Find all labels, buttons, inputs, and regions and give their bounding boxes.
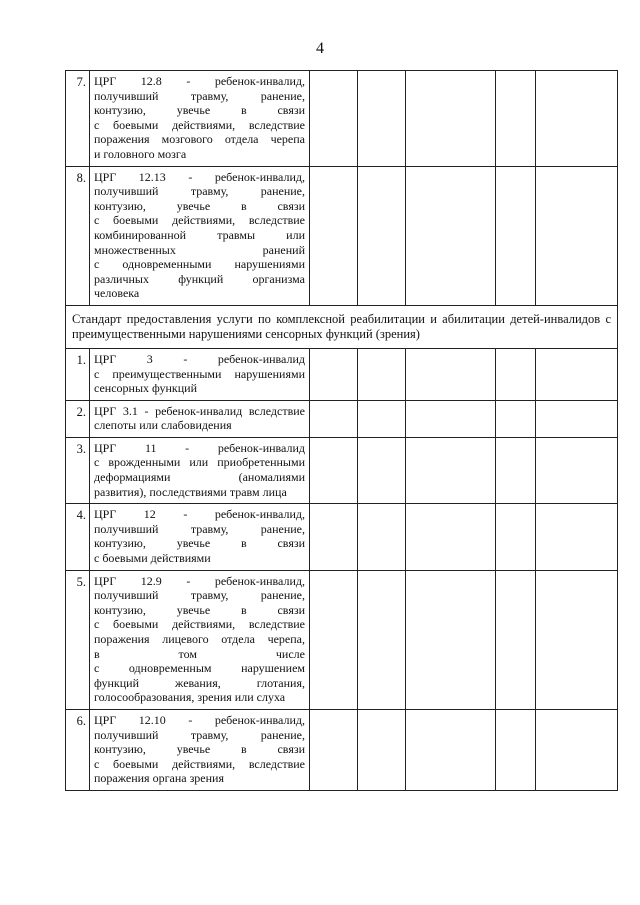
description-line: получивший травму, ранение, (94, 88, 305, 103)
empty-cell (310, 504, 358, 570)
description-line: ЦРГ 12.13 - ребенок-инвалид, (94, 169, 305, 184)
empty-cell (496, 71, 536, 167)
empty-cell (358, 437, 406, 503)
row-number: 1. (66, 348, 90, 400)
empty-cell (536, 400, 618, 437)
empty-cell (496, 348, 536, 400)
row-description (90, 348, 310, 400)
row-description (90, 166, 310, 305)
description-line: в том числе (94, 646, 305, 661)
page-number: 4 (316, 40, 324, 57)
empty-cell (536, 437, 618, 503)
table-row (66, 504, 618, 570)
description-line: с боевыми действиями, вследствие (94, 213, 305, 228)
empty-cell (496, 504, 536, 570)
empty-cell (536, 166, 618, 305)
description-line: контузию, увечье в связи (94, 602, 305, 617)
description-line: различных функций организма (94, 271, 305, 286)
description-line: ЦРГ 3 - ребенок-инвалид (94, 351, 305, 366)
description-line: контузию, увечье в связи (94, 198, 305, 213)
empty-cell (358, 400, 406, 437)
empty-cell (310, 400, 358, 437)
row-number: 4. (66, 504, 90, 570)
description-line: голосообразования, зрения или слуха (94, 690, 286, 705)
description-line: с боевыми действиями, вследствие (94, 756, 305, 771)
row-description (90, 400, 310, 437)
empty-cell (310, 709, 358, 790)
description-line: функций жевания, глотания, (94, 675, 305, 690)
description-line: с врожденными или приобретенными (94, 455, 305, 470)
empty-cell (358, 504, 406, 570)
description-line: ЦРГ 12 - ребенок-инвалид, (94, 507, 305, 522)
empty-cell (358, 71, 406, 167)
empty-cell (536, 504, 618, 570)
row-number: 7. (66, 71, 90, 167)
description-line: получивший травму, ранение, (94, 521, 305, 536)
section-header-body (66, 305, 618, 348)
section-title: Стандарт предоставления услуги по комплексной реабилитации и абилитации детей-инвалидов с преимущественными нарушениями сенсорных функций (зрения) (66, 305, 618, 348)
description-line: с боевыми действиями, вследствие (94, 617, 305, 632)
description-line: получивший травму, ранение, (94, 727, 305, 742)
table-body-bottom (66, 348, 618, 790)
row-description (90, 570, 310, 709)
table-row (66, 400, 618, 437)
standards-table (65, 70, 618, 791)
table-row (66, 709, 618, 790)
description-line: человека (94, 286, 140, 301)
table-row (66, 348, 618, 400)
empty-cell (496, 166, 536, 305)
row-number: 2. (66, 400, 90, 437)
empty-cell (536, 570, 618, 709)
empty-cell (406, 709, 496, 790)
description-line: комбинированной травмы или (94, 227, 305, 242)
description-line: поражения органа зрения (94, 771, 224, 786)
empty-cell (536, 71, 618, 167)
description-line: ЦРГ 12.8 - ребенок-инвалид, (94, 74, 305, 88)
empty-cell (496, 400, 536, 437)
empty-cell (310, 166, 358, 305)
description-line: ЦРГ 12.10 - ребенок-инвалид, (94, 712, 305, 727)
description-line: деформациями (аномалиями (94, 470, 305, 485)
empty-cell (310, 71, 358, 167)
empty-cell (406, 166, 496, 305)
description-line: и головного мозга (94, 146, 187, 161)
description-line: развития), последствиями травм лица (94, 484, 287, 499)
empty-cell (406, 437, 496, 503)
section-header-row (66, 305, 618, 348)
row-description (90, 504, 310, 570)
empty-cell (406, 348, 496, 400)
table-row (66, 437, 618, 503)
empty-cell (496, 709, 536, 790)
empty-cell (406, 71, 496, 167)
empty-cell (358, 570, 406, 709)
description-line: получивший травму, ранение, (94, 588, 305, 603)
row-description (90, 709, 310, 790)
row-description (90, 71, 310, 167)
empty-cell (406, 504, 496, 570)
description-line: контузию, увечье в связи (94, 742, 305, 757)
empty-cell (310, 437, 358, 503)
description-line: ЦРГ 11 - ребенок-инвалид (94, 440, 305, 455)
empty-cell (536, 709, 618, 790)
description-line: ЦРГ 12.9 - ребенок-инвалид, (94, 573, 305, 588)
empty-cell (358, 709, 406, 790)
row-number: 8. (66, 166, 90, 305)
empty-cell (358, 348, 406, 400)
empty-cell (496, 437, 536, 503)
description-line: получивший травму, ранение, (94, 184, 305, 199)
description-line: с одновременными нарушениями (94, 257, 305, 272)
row-description (90, 437, 310, 503)
description-line: контузию, увечье в связи (94, 103, 305, 118)
empty-cell (310, 348, 358, 400)
description-line: ЦРГ 3.1 - ребенок-инвалид вследствие (94, 403, 305, 418)
table-row (66, 570, 618, 709)
empty-cell (496, 570, 536, 709)
row-number: 6. (66, 709, 90, 790)
table-row (66, 166, 618, 305)
description-line: с преимущественными нарушениями (94, 366, 305, 381)
table-row (66, 71, 618, 167)
table-body-top (66, 71, 618, 306)
description-line: контузию, увечье в связи (94, 536, 305, 551)
row-number: 5. (66, 570, 90, 709)
description-line: с боевыми действиями (94, 551, 211, 566)
row-number: 3. (66, 437, 90, 503)
empty-cell (406, 570, 496, 709)
description-line: поражения мозгового отдела черепа (94, 132, 305, 147)
description-line: с боевыми действиями, вследствие (94, 117, 305, 132)
description-line: поражения лицевого отдела черепа, (94, 632, 305, 646)
description-line: слепоты или слабовидения (94, 418, 232, 433)
empty-cell (310, 570, 358, 709)
description-line: сенсорных функций (94, 381, 198, 396)
empty-cell (358, 166, 406, 305)
empty-cell (406, 400, 496, 437)
description-line: множественных ранений (94, 242, 305, 257)
description-line: с одновременным нарушением (94, 661, 305, 676)
empty-cell (536, 348, 618, 400)
